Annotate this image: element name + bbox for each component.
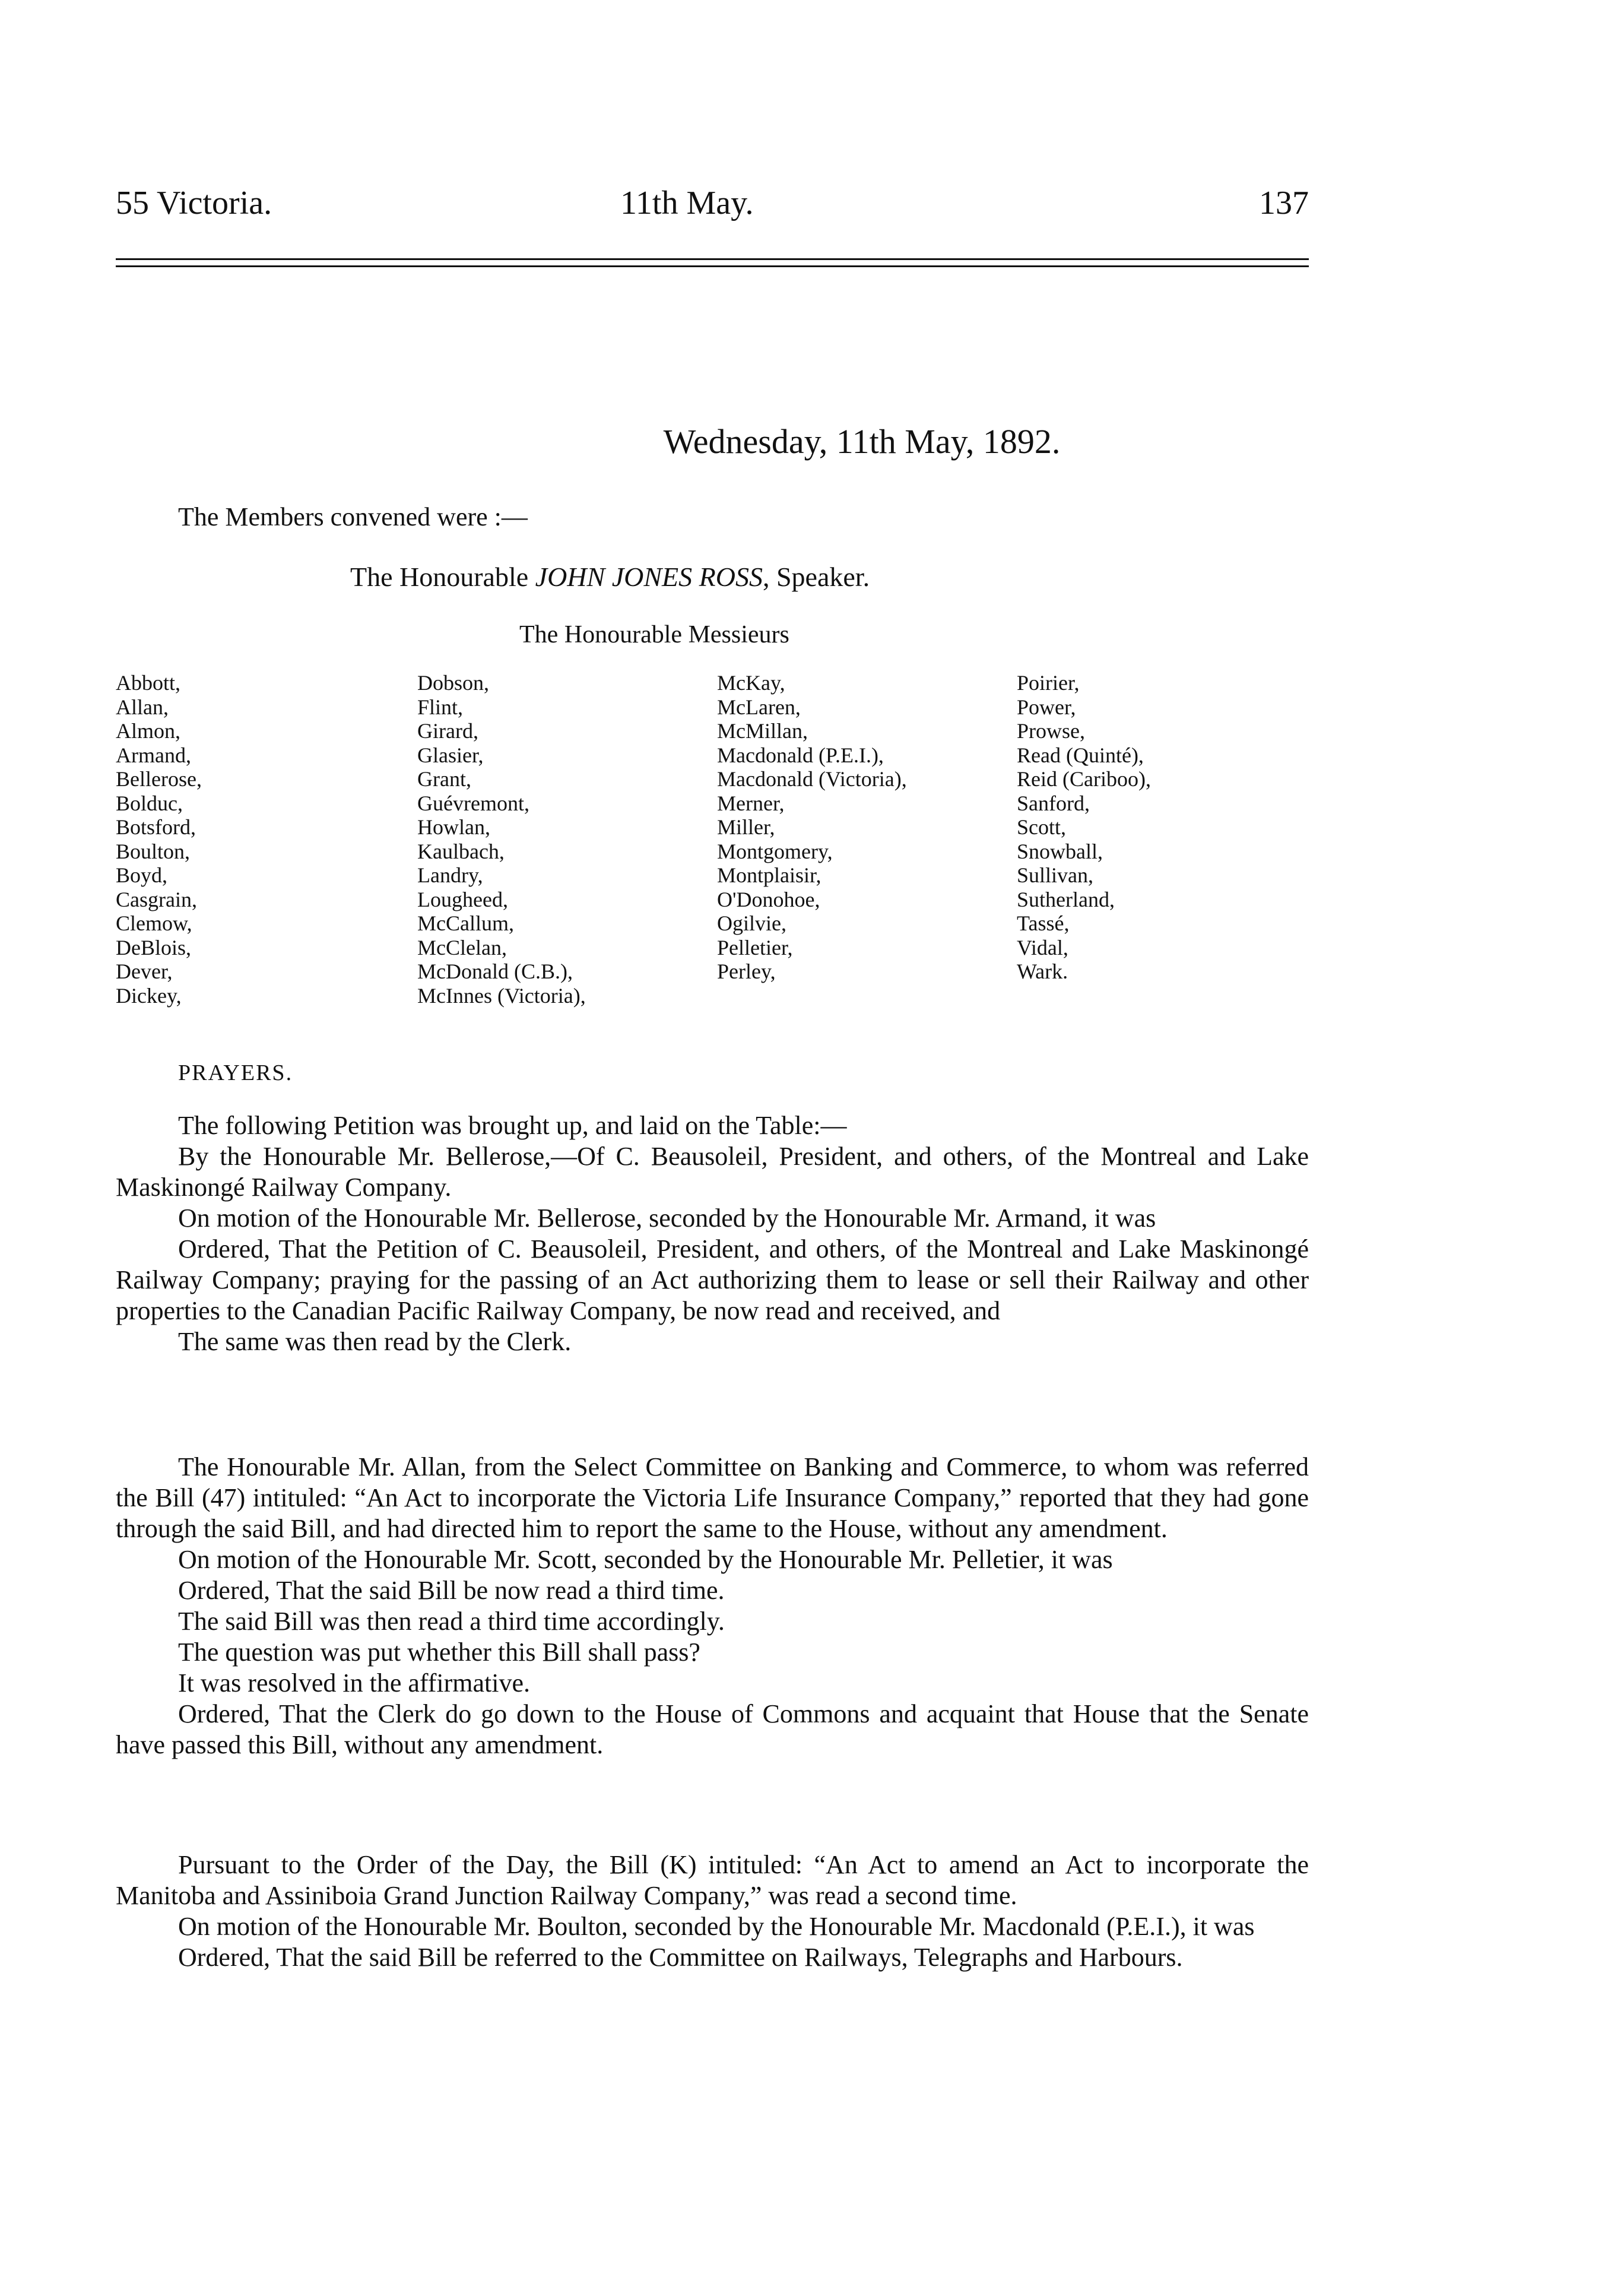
member-name: Macdonald (P.E.I.), [717,743,884,767]
member-name: Flint, [417,695,464,719]
members-convened-line: The Members convened were :— [178,502,528,531]
member-name: Vidal, [1017,935,1068,959]
member-name: Boulton, [116,839,191,863]
order-of-day-section [116,1850,1309,1973]
member-name: Dickey, [116,983,182,1008]
member-name: Sullivan, [1017,863,1094,887]
member-name: Abbott, [116,671,181,695]
header-date: 11th May. [620,185,754,221]
member-name: Botsford, [116,815,196,839]
paragraph: The question was put whether this Bill shall pass? [178,1638,700,1667]
member-name: Girard, [417,719,478,743]
member-name: McKay, [717,671,785,695]
member-name: Almon, [116,719,181,743]
member-name: Miller, [717,815,775,839]
running-head [116,184,1309,226]
member-name: Poirier, [1017,671,1080,695]
header-rule-bottom [116,265,1309,267]
member-name: Casgrain, [116,887,197,911]
member-name: McCallum, [417,911,514,935]
member-name: Montplaisir, [717,863,821,887]
paragraph: On motion of the Honourable Mr. Boulton, seconded by the Honourable Mr. Macdonald (P.E.I.), it was [178,1912,1255,1941]
member-name: Grant, [417,767,471,791]
member-name: McDonald (C.B.), [417,959,573,983]
member-name: Bellerose, [116,767,202,791]
speaker-prefix: The Honourable [350,562,535,592]
paragraph: On motion of the Honourable Mr. Scott, seconded by the Honourable Mr. Pelletier, it was [178,1545,1113,1574]
member-name: Allan, [116,695,169,719]
speaker-suffix: , Speaker. [762,562,870,592]
member-name: Power, [1017,695,1076,719]
paragraph: The said Bill was then read a third time accordingly. [178,1607,725,1636]
paragraph: Pursuant to the Order of the Day, the Bill (K) intituled: “An Act to amend an Act to incorporate the Manitoba and Assiniboia Grand Junction Railway Company,” was read a second time. [116,1850,1309,1910]
members-column-4 [1017,671,1151,984]
member-name: Prowse, [1017,719,1085,743]
sitting-date-heading: Wednesday, 11th May, 1892. [663,422,1061,461]
speaker-line [350,561,870,593]
paragraph: The following Petition was brought up, and laid on the Table:— [178,1111,847,1140]
member-name: Scott, [1017,815,1067,839]
paragraph: Ordered, That the Petition of C. Beausoleil, President, and others, of the Montreal and Lake Maskinongé Railway Company; praying for the passing of an Act authorizing them to lease or sell their Railway and other properties to the Canadian Pacific Railway Company, be now read and received, and [116,1234,1309,1325]
committee-report-section [116,1452,1309,1760]
petition-section [116,1110,1309,1357]
member-name: Lougheed, [417,887,508,911]
paragraph: On motion of the Honourable Mr. Bellerose, seconded by the Honourable Mr. Armand, it was [178,1204,1156,1233]
member-name: Guévremont, [417,791,529,815]
member-name: Boyd, [116,863,168,887]
page-number: 137 [1259,185,1309,221]
member-name: Perley, [717,959,776,983]
member-name: McLaren, [717,695,801,719]
messieurs-heading: The Honourable Messieurs [519,621,789,648]
member-name: DeBlois, [116,935,192,959]
member-name: Howlan, [417,815,490,839]
paragraph: Ordered, That the Clerk do go down to the House of Commons and acquaint that House that the Senate have passed this Bill, without any amendment. [116,1699,1309,1759]
paragraph: It was resolved in the affirmative. [178,1668,530,1698]
member-name: Merner, [717,791,785,815]
member-name: Glasier, [417,743,484,767]
prayers-heading: PRAYERS. [178,1060,293,1085]
member-name: Armand, [116,743,191,767]
members-column-2 [417,671,586,1008]
paragraph: The same was then read by the Clerk. [178,1327,572,1356]
paragraph: Ordered, That the said Bill be now read a third time. [178,1576,725,1605]
member-name: Read (Quinté), [1017,743,1144,767]
member-name: Dever, [116,959,173,983]
member-name: Reid (Cariboo), [1017,767,1151,791]
paragraph: The Honourable Mr. Allan, from the Select Committee on Banking and Commerce, to whom was referred the Bill (47) intituled: “An Act to incorporate the Victoria Life Insurance Company,” reported that they had gone through the said Bill, and had directed him to report the same to the House, without any amendment. [116,1452,1309,1543]
member-name: Landry, [417,863,483,887]
member-name: Macdonald (Victoria), [717,767,907,791]
member-name: O'Donohoe, [717,887,820,911]
member-name: Pelletier, [717,935,793,959]
header-rule-top [116,258,1309,260]
member-name: Sanford, [1017,791,1090,815]
members-column-3 [717,671,907,984]
members-column-1 [116,671,202,1008]
speaker-name: JOHN JONES ROSS [535,562,763,592]
member-name: McInnes (Victoria), [417,983,586,1008]
member-name: Kaulbach, [417,839,505,863]
member-name: Bolduc, [116,791,183,815]
member-name: Clemow, [116,911,192,935]
member-name: Montgomery, [717,839,833,863]
member-name: Tassé, [1017,911,1070,935]
member-name: Wark. [1017,959,1068,983]
member-name: Sutherland, [1017,887,1115,911]
member-name: McMillan, [717,719,808,743]
paragraph: By the Honourable Mr. Bellerose,—Of C. Beausoleil, President, and others, of the Montreal and Lake Maskinongé Railway Company. [116,1142,1309,1202]
member-name: McClelan, [417,935,507,959]
member-name: Ogilvie, [717,911,786,935]
regnal-year: 55 Victoria. [116,185,272,221]
paragraph: Ordered, That the said Bill be referred to the Committee on Railways, Telegraphs and Harbours. [178,1943,1183,1972]
member-name: Dobson, [417,671,490,695]
member-name: Snowball, [1017,839,1103,863]
